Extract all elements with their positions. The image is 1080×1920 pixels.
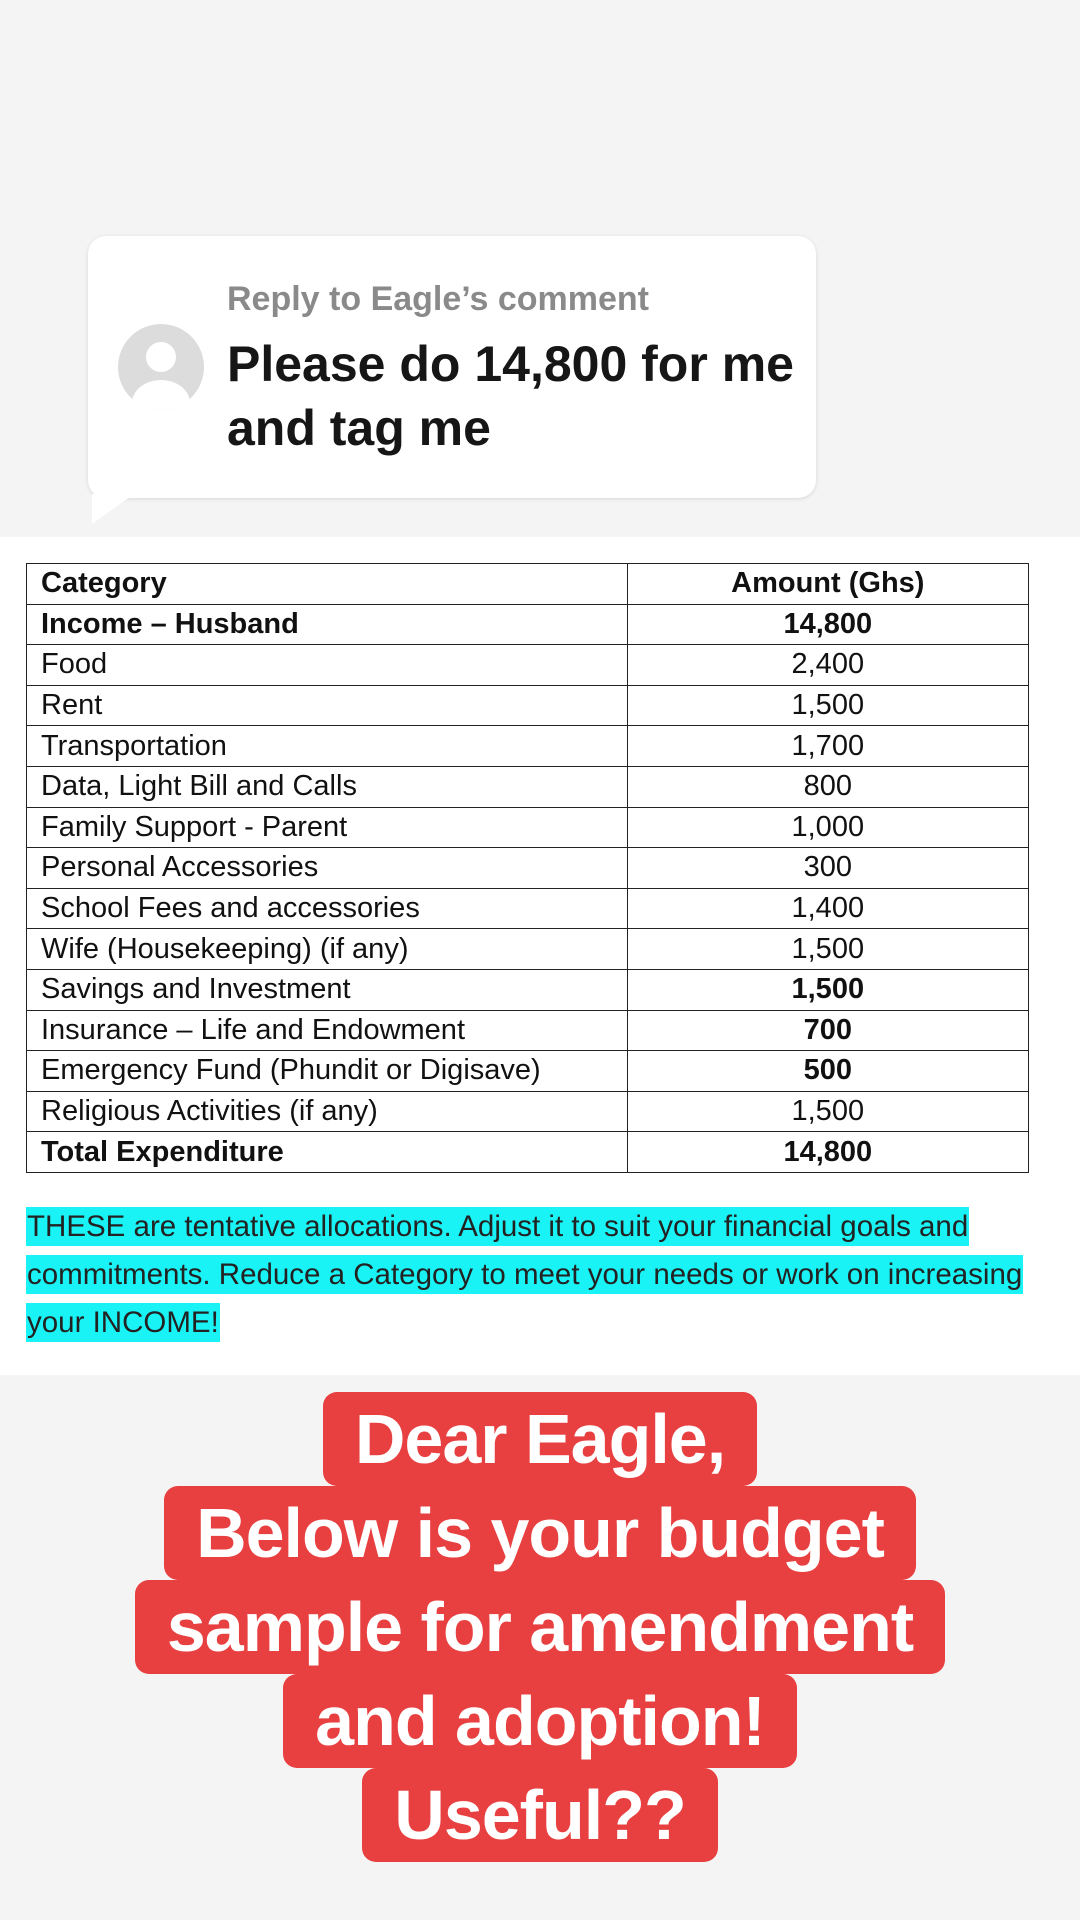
table-row: [27, 604, 1029, 645]
amount-cell: 1,500: [627, 1091, 1028, 1132]
avatar: [118, 324, 204, 410]
reply-comment-text: Please do 14,800 for me and tag me: [227, 336, 794, 456]
caption-line-text: Useful??: [362, 1768, 717, 1862]
amount-cell: 1,500: [627, 969, 1028, 1010]
caption-line-text: Below is your budget: [164, 1486, 916, 1580]
category-cell: Personal Accessories: [27, 848, 628, 889]
table-header-row: [27, 564, 1029, 605]
caption-overlay: [0, 1392, 1080, 1862]
table-row: [27, 807, 1029, 848]
amount-cell: 2,400: [627, 645, 1028, 686]
category-cell: Transportation: [27, 726, 628, 767]
amount-cell: 1,000: [627, 807, 1028, 848]
table-row: [27, 766, 1029, 807]
highlighted-note: [26, 1203, 1076, 1347]
caption-line-text: Dear Eagle,: [323, 1392, 757, 1486]
table-row: [27, 848, 1029, 889]
category-cell: Wife (Housekeeping) (if any): [27, 929, 628, 970]
column-header-category: Category: [27, 564, 628, 605]
avatar-head-shape: [146, 342, 176, 372]
amount-cell: 700: [627, 1010, 1028, 1051]
reply-label: Reply to Eagle’s comment: [227, 280, 649, 318]
caption-line-text: sample for amendment: [135, 1580, 945, 1674]
avatar-shoulders-shape: [132, 380, 190, 410]
category-cell: Emergency Fund (Phundit or Digisave): [27, 1051, 628, 1092]
caption-line: [0, 1486, 1080, 1580]
caption-line: [0, 1768, 1080, 1862]
reply-comment-bubble: [88, 236, 816, 498]
budget-document: [0, 537, 1080, 1375]
table-row: [27, 726, 1029, 767]
table-row: [27, 645, 1029, 686]
amount-cell: 14,800: [627, 1132, 1028, 1173]
table-row: [27, 929, 1029, 970]
category-cell: Rent: [27, 685, 628, 726]
table-row: [27, 888, 1029, 929]
amount-cell: 300: [627, 848, 1028, 889]
table-row: [27, 1051, 1029, 1092]
table-row: [27, 1010, 1029, 1051]
table-total-row: [27, 1132, 1029, 1173]
caption-line: [0, 1392, 1080, 1486]
caption-line-text: and adoption!: [283, 1674, 797, 1768]
category-cell: Insurance – Life and Endowment: [27, 1010, 628, 1051]
table-row: [27, 685, 1029, 726]
note-text: THESE are tentative allocations. Adjust it to suit your financial goals and commitments. Reduce a Category to meet your needs or work on increasing your INCOME!: [26, 1207, 1023, 1342]
budget-table: [26, 563, 1029, 1173]
table-row: [27, 1091, 1029, 1132]
category-cell: Savings and Investment: [27, 969, 628, 1010]
reply-bubble-tail: [92, 494, 134, 524]
category-cell: Data, Light Bill and Calls: [27, 766, 628, 807]
amount-cell: 800: [627, 766, 1028, 807]
table-row: [27, 969, 1029, 1010]
amount-cell: 500: [627, 1051, 1028, 1092]
category-cell: Total Expenditure: [27, 1132, 628, 1173]
caption-line: [0, 1674, 1080, 1768]
amount-cell: 1,400: [627, 888, 1028, 929]
category-cell: School Fees and accessories: [27, 888, 628, 929]
category-cell: Family Support - Parent: [27, 807, 628, 848]
category-cell: Religious Activities (if any): [27, 1091, 628, 1132]
amount-cell: 1,700: [627, 726, 1028, 767]
column-header-amount: Amount (Ghs): [627, 564, 1028, 605]
category-cell: Income – Husband: [27, 604, 628, 645]
amount-cell: 14,800: [627, 604, 1028, 645]
amount-cell: 1,500: [627, 929, 1028, 970]
amount-cell: 1,500: [627, 685, 1028, 726]
category-cell: Food: [27, 645, 628, 686]
caption-line: [0, 1580, 1080, 1674]
